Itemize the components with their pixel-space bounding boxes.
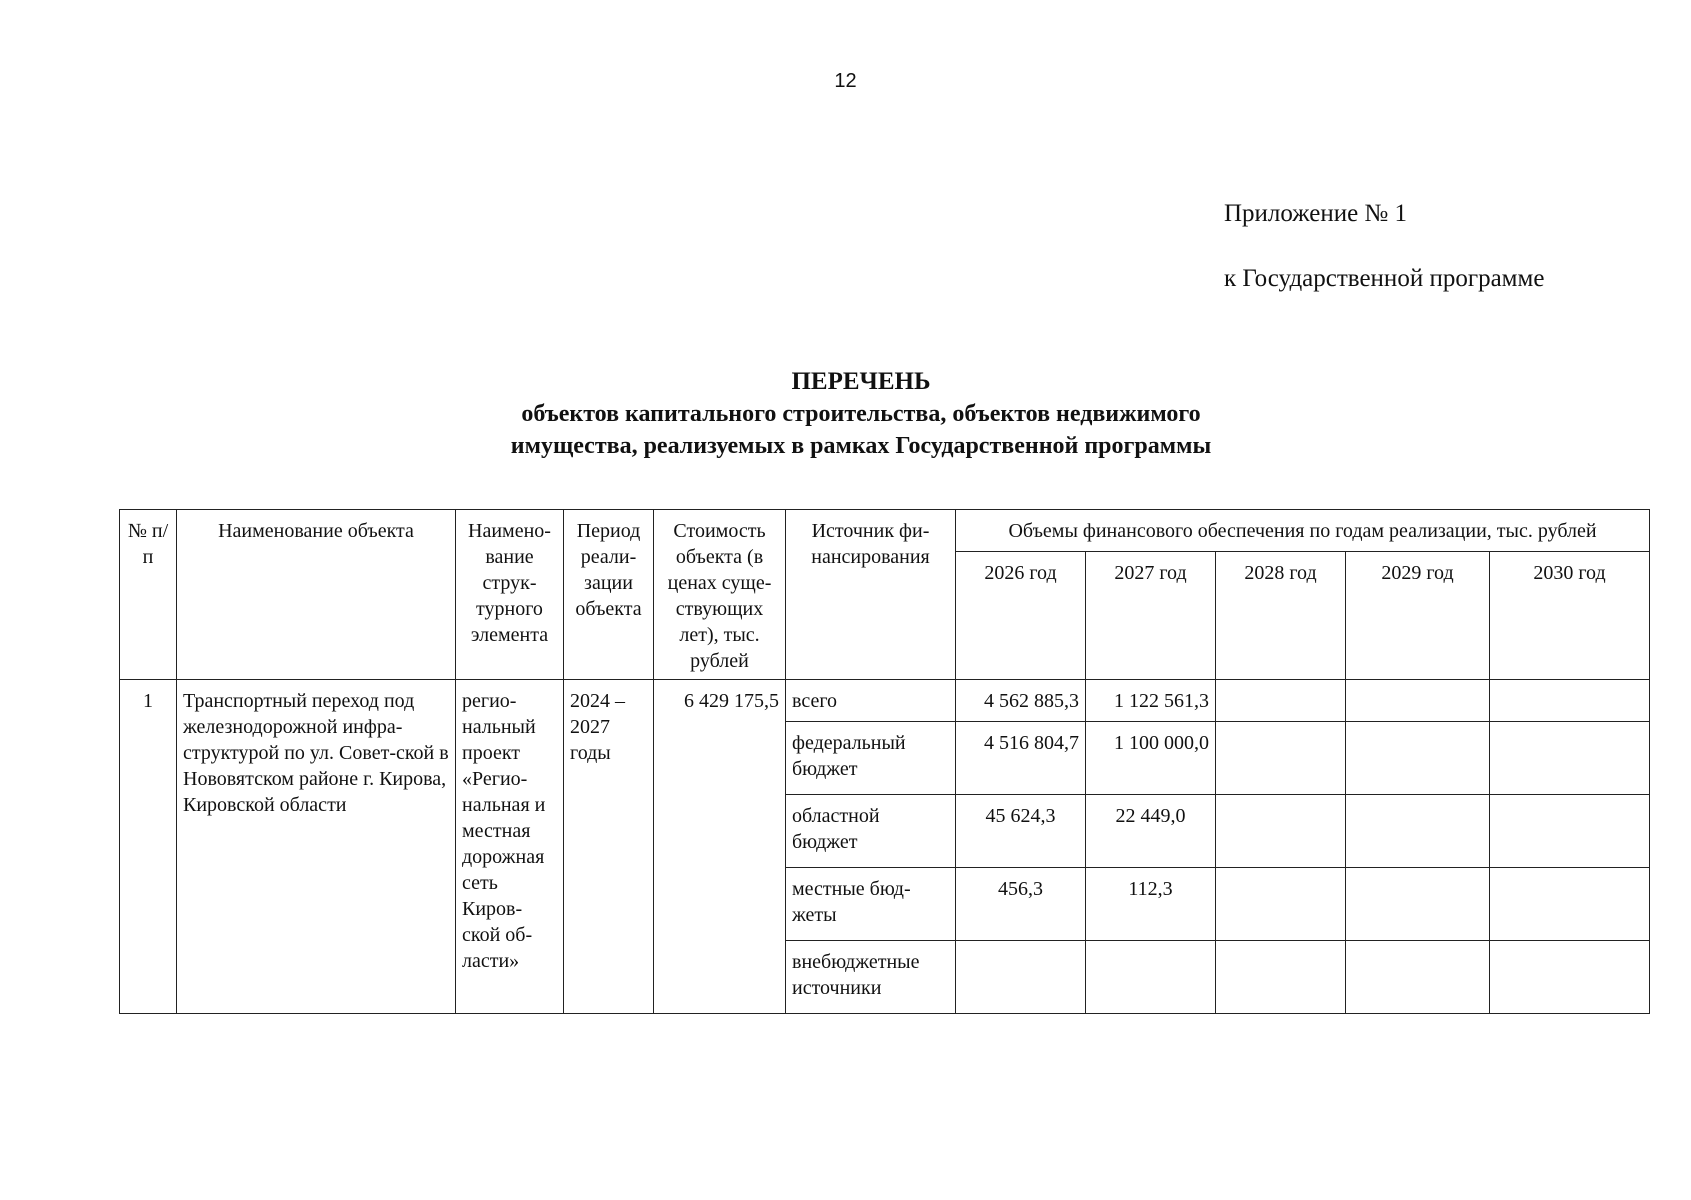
header-cost: Стоимость объекта (в ценах суще-ствующих лет), тыс. рублей <box>654 510 786 680</box>
page-number: 12 <box>834 70 857 92</box>
row-num: 1 <box>120 680 177 1014</box>
header-year: 2027 год <box>1086 552 1216 680</box>
value-cell <box>1490 722 1650 795</box>
value-cell <box>1216 795 1346 868</box>
header-name: Наименование объекта <box>177 510 456 680</box>
header-element: Наимено-вание струк-турного элемента <box>456 510 564 680</box>
value-cell <box>1346 795 1490 868</box>
header-volumes: Объемы финансового обеспечения по годам реализации, тыс. рублей <box>956 510 1650 552</box>
document-title <box>0 366 1691 462</box>
row-cost: 6 429 175,5 <box>654 680 786 1014</box>
appendix-title: Приложение № 1 <box>1224 200 1408 227</box>
table-header-row <box>120 510 1650 552</box>
header-source: Источник фи-нансирования <box>786 510 956 680</box>
source-label: внебюджетные источники <box>786 941 956 1014</box>
header-year: 2026 год <box>956 552 1086 680</box>
value-cell: 45 624,3 <box>956 795 1086 868</box>
value-cell <box>956 941 1086 1014</box>
header-num: № п/п <box>120 510 177 680</box>
value-cell <box>1346 941 1490 1014</box>
value-cell: 22 449,0 <box>1086 795 1216 868</box>
value-cell <box>1346 722 1490 795</box>
title-line-1: объектов капитального строительства, объектов недвижимого <box>521 401 1201 427</box>
row-element: регио-нальный проект «Регио-нальная и местная дорожная сеть Киров-ской об-ласти» <box>456 680 564 1014</box>
value-cell: 1 122 561,3 <box>1086 680 1216 722</box>
value-cell: 1 100 000,0 <box>1086 722 1216 795</box>
header-year: 2030 год <box>1490 552 1650 680</box>
value-cell <box>1490 795 1650 868</box>
value-cell <box>1490 941 1650 1014</box>
value-cell <box>1490 868 1650 941</box>
header-year: 2029 год <box>1346 552 1490 680</box>
value-cell <box>1216 680 1346 722</box>
header-year: 2028 год <box>1216 552 1346 680</box>
value-cell <box>1490 680 1650 722</box>
header-period: Период реали-зации объекта <box>564 510 654 680</box>
value-cell <box>1216 868 1346 941</box>
source-label: федеральный бюджет <box>786 722 956 795</box>
row-period: 2024 – 2027 годы <box>564 680 654 1014</box>
value-cell: 456,3 <box>956 868 1086 941</box>
value-cell <box>1216 722 1346 795</box>
value-cell <box>1346 680 1490 722</box>
title-heading: ПЕРЕЧЕНЬ <box>791 368 931 395</box>
value-cell <box>1086 941 1216 1014</box>
appendix-subtitle: к Государственной программе <box>1224 265 1545 292</box>
row-name: Транспортный переход под железнодорожной инфра-структурой по ул. Совет-ской в Нововятском районе г. Кирова, Кировской области <box>177 680 456 1014</box>
source-label: всего <box>786 680 956 722</box>
title-line-2: имущества, реализуемых в рамках Государственной программы <box>510 433 1212 459</box>
objects-table <box>119 509 1650 1014</box>
source-label: областной бюджет <box>786 795 956 868</box>
value-cell: 112,3 <box>1086 868 1216 941</box>
value-cell <box>1346 868 1490 941</box>
table-row <box>120 680 1650 722</box>
value-cell: 4 562 885,3 <box>956 680 1086 722</box>
source-label: местные бюд-жеты <box>786 868 956 941</box>
value-cell <box>1216 941 1346 1014</box>
value-cell: 4 516 804,7 <box>956 722 1086 795</box>
